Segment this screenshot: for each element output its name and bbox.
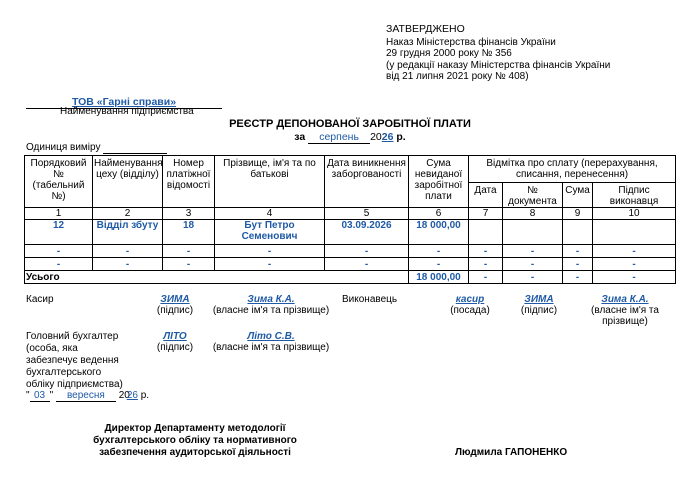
cashier-name[interactable]: Зима К.А.: [247, 294, 295, 305]
period-prefix: за: [294, 131, 306, 143]
accountant-label-line: (особа, яка: [26, 343, 78, 354]
executor-name[interactable]: Зима К.А.: [601, 294, 649, 305]
period-year-prefix: 20: [370, 131, 382, 143]
name-caption: (власне ім'я та прізвище): [212, 305, 330, 316]
header-cell: Підпис виконавця: [593, 183, 676, 208]
director-name: Людмила ГАПОНЕНКО: [455, 447, 568, 458]
table-cell[interactable]: -: [503, 245, 563, 258]
org-name: ТОВ «Гарні справи»: [71, 96, 177, 108]
period-month-field[interactable]: [308, 131, 370, 144]
table-cell[interactable]: -: [503, 271, 563, 284]
accountant-label-line: Головний бухгалтер: [26, 331, 119, 342]
unit-label: Одиниця виміру: [26, 142, 101, 153]
executor-signature[interactable]: ЗИМА: [524, 294, 554, 305]
table-cell[interactable]: -: [325, 245, 409, 258]
quote-open: ": [26, 390, 30, 401]
executor-label: Виконавець: [342, 294, 398, 305]
period-suffix: р.: [396, 131, 406, 143]
table-cell[interactable]: -: [503, 258, 563, 271]
table-cell[interactable]: [503, 220, 563, 245]
table-cell[interactable]: 12: [25, 220, 93, 245]
table-cell[interactable]: Бут Петро Семенович: [215, 220, 325, 245]
table-row: [25, 258, 676, 271]
accountant-label-line: бухгалтерського: [26, 367, 102, 378]
cashier-name-block: [212, 294, 330, 316]
accountant-label-line: забезпечує ведення: [26, 355, 119, 366]
header-cell: Сума невиданої заробітної плати: [409, 156, 469, 208]
table-cell[interactable]: -: [215, 245, 325, 258]
date-line: [26, 390, 149, 402]
date-month: вересня: [66, 390, 105, 401]
table-cell[interactable]: [593, 220, 676, 245]
table-cell[interactable]: -: [409, 245, 469, 258]
column-number: 5: [325, 208, 409, 220]
table-cell[interactable]: -: [469, 245, 503, 258]
approval-line: від 21 липня 2021 року № 408): [386, 71, 529, 82]
header-cell: № документа: [503, 183, 563, 208]
column-number: 2: [93, 208, 163, 220]
table-cell[interactable]: -: [563, 271, 593, 284]
column-number: 6: [409, 208, 469, 220]
table-cell[interactable]: -: [163, 245, 215, 258]
cashier-signature-block: [146, 294, 204, 316]
table-cell[interactable]: -: [325, 258, 409, 271]
period-year-suffix: 26: [381, 131, 394, 143]
name-caption: (власне ім'я та прізвище): [591, 305, 659, 327]
table-cell[interactable]: -: [93, 258, 163, 271]
table-cell[interactable]: [469, 220, 503, 245]
approval-line: (у редакції наказу Міністерства фінансів України: [386, 59, 611, 71]
table-cell[interactable]: -: [563, 258, 593, 271]
signature-caption: (підпис): [520, 305, 558, 316]
accountant-signature[interactable]: ЛІТО: [163, 331, 187, 342]
date-year-suffix: 26: [126, 390, 138, 401]
header-row: [25, 156, 676, 183]
total-row: [25, 271, 676, 284]
name-caption: (власне ім'я та прізвище): [212, 342, 330, 353]
table-cell[interactable]: 18: [163, 220, 215, 245]
header-cell: Номер платіжної відомості: [163, 156, 215, 208]
cashier-signature[interactable]: ЗИМА: [160, 294, 190, 305]
executor-name-block: [580, 294, 670, 327]
date-day-field[interactable]: [30, 390, 50, 402]
approval-line: 29 грудня 2000 року № 356: [386, 48, 512, 59]
document-title: РЕЄСТР ДЕПОНОВАНОЇ ЗАРОБІТНОЇ ПЛАТИ: [229, 118, 471, 130]
table-cell[interactable]: 18 000,00: [409, 220, 469, 245]
executor-signature-block: [510, 294, 568, 316]
date-month-field[interactable]: [56, 390, 116, 402]
cashier-label: Касир: [26, 294, 54, 305]
approval-heading: ЗАТВЕРДЖЕНО: [386, 23, 465, 35]
table-cell[interactable]: [563, 220, 593, 245]
register-table: [24, 155, 676, 284]
table-cell[interactable]: -: [215, 258, 325, 271]
table-cell[interactable]: -: [93, 245, 163, 258]
accountant-label-line: обліку підприємства): [26, 379, 123, 390]
director-line: забезпечення аудиторської діяльності: [99, 447, 291, 458]
table-cell[interactable]: -: [593, 258, 676, 271]
table-cell[interactable]: Відділ збуту: [93, 220, 163, 245]
column-number: 4: [215, 208, 325, 220]
table-row: [25, 245, 676, 258]
accountant-signature-block: [146, 331, 204, 353]
header-cell: Відмітка про сплату (перерахування, списання, перенесення): [469, 156, 676, 183]
table-cell[interactable]: -: [593, 271, 676, 284]
table-cell[interactable]: -: [25, 258, 93, 271]
table-cell[interactable]: -: [163, 258, 215, 271]
period-month: серпень: [319, 131, 359, 143]
position-caption: (посада): [450, 305, 490, 316]
table-cell[interactable]: -: [469, 271, 503, 284]
table-cell[interactable]: 03.09.2026: [325, 220, 409, 245]
header-cell: Порядковий № (табельний №): [25, 156, 93, 208]
table-cell[interactable]: -: [593, 245, 676, 258]
column-number: 3: [163, 208, 215, 220]
unit-field[interactable]: [103, 142, 167, 154]
header-cell: Найменування цеху (відділу): [93, 156, 163, 208]
accountant-name-block: [212, 331, 330, 353]
unit-line: [26, 142, 167, 154]
date-year-prefix: 20: [118, 390, 130, 401]
table-row: [25, 220, 676, 245]
table-cell[interactable]: -: [25, 245, 93, 258]
header-cell: Дата виникнення заборгованості: [325, 156, 409, 208]
header-cell: Дата: [469, 183, 503, 208]
date-suffix: р.: [140, 390, 150, 401]
signature-caption: (підпис): [156, 342, 194, 353]
column-number: 8: [503, 208, 563, 220]
header-cell: Прізвище, ім'я та по батькові: [215, 156, 325, 208]
column-number: 7: [469, 208, 503, 220]
signature-caption: (підпис): [156, 305, 194, 316]
org-caption: Найменування підприємства: [60, 106, 194, 117]
table-cell[interactable]: -: [563, 245, 593, 258]
accountant-label: [26, 331, 123, 391]
header-cell: Сума: [563, 183, 593, 208]
director-line: бухгалтерського обліку та нормативного: [93, 435, 297, 446]
executor-position[interactable]: касир: [455, 294, 485, 305]
column-number: 10: [593, 208, 676, 220]
column-number: 1: [25, 208, 93, 220]
table-cell[interactable]: -: [469, 258, 503, 271]
quote-close: ": [49, 390, 54, 401]
director-block: [60, 423, 330, 459]
total-label: Усього: [25, 271, 409, 284]
accountant-name[interactable]: Літо С.В.: [247, 331, 295, 342]
director-line: Директор Департаменту методології: [104, 423, 286, 434]
table-cell[interactable]: -: [409, 258, 469, 271]
approval-line: Наказ Міністерства фінансів України: [386, 36, 556, 48]
date-day: 03: [34, 390, 46, 401]
approval-block: [386, 24, 610, 83]
column-number-row: [25, 208, 676, 220]
total-sum[interactable]: 18 000,00: [409, 271, 469, 284]
executor-position-block: [440, 294, 500, 316]
column-number: 9: [563, 208, 593, 220]
